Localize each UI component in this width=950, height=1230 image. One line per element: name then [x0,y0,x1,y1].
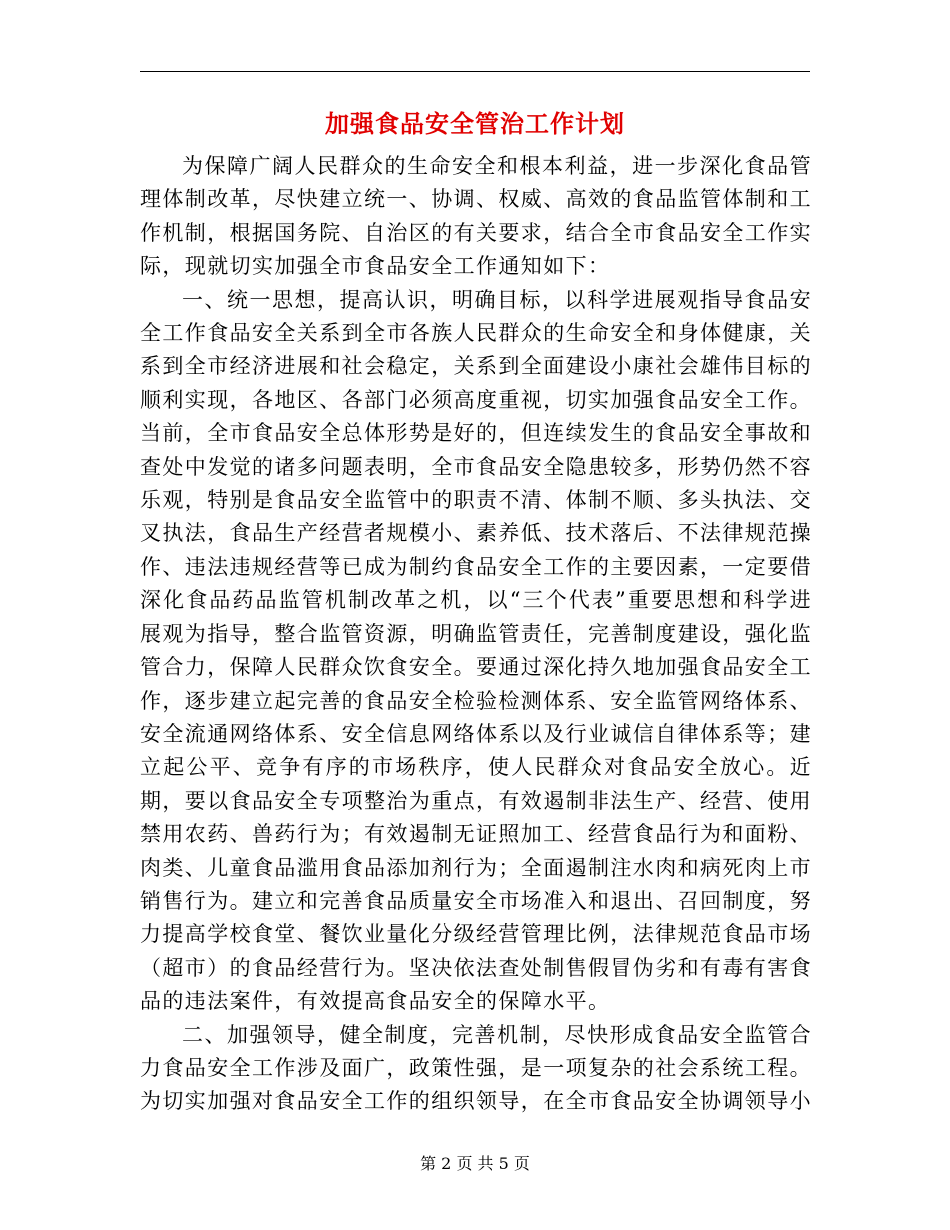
document-title: 加强食品安全管治工作计划 [325,109,625,138]
page-number: 第 2 页 共 5 页 [420,1154,530,1173]
paragraph-intro: 为保障广阔人民群众的生命安全和根本利益，进一步深化食品管理体制改革，尽快建立统一、协调、权威、高效的食品监管体制和工作机制，根据国务院、自治区的有关要求，结合全市食品安全工作实际，现就切实加强全市食品安全工作通知如下： [140,154,812,279]
paragraph-section-2: 二、加强领导，健全制度，完善机制，尽快形成食品安全监管合力食品安全工作涉及面广，政策性强，是一项复杂的社会系统工程。为切实加强对食品安全工作的组织领导，在全市食品安全协调领导小 [140,1022,812,1114]
paragraph-section-1: 一、统一思想，提高认识，明确目标，以科学进展观指导食品安全工作食品安全关系到全市各族人民群众的生命安全和身体健康，关系到全市经济进展和社会稳定，关系到全面建设小康社会雄伟目标的顺利实现，各地区、各部门必须高度重视，切实加强食品安全工作。当前，全市食品安全总体形势是好的，但连续发生的食品安全事故和查处中发觉的诸多问题表明，全市食品安全隐患较多，形势仍然不容乐观，特别是食品安全监管中的职责不清、体制不顺、多头执法、交叉执法，食品生产经营者规模小、素养低、技术落后、不法律规范操作、违法违规经营等已成为制约食品安全工作的主要因素，一定要借深化食品药品监管机制改革之机，以“三个代表”重要思想和科学进展观为指导，整合监管资源，明确监管责任，完善制度建设，强化监管合力，保障人民群众饮食安全。要通过深化持久地加强食品安全工作，逐步建立起完善的食品安全检验检测体系、安全监管网络体系、安全流通网络体系、安全信息网络体系以及行业诚信自律体系等；建立起公平、竞争有序的市场秩序，使人民群众对食品安全放心。近期，要以食品安全专项整治为重点，有效遏制非法生产、经营、使用禁用农药、兽药行为；有效遏制无证照加工、经营食品行为和面粉、肉类、儿童食品滥用食品添加剂行为；全面遏制注水肉和病死肉上市销售行为。建立和完善食品质量安全市场准入和退出、召回制度，努力提高学校食堂、餐饮业量化分级经营管理比例，法律规范食品市场（超市）的食品经营行为。坚决依法查处制售假冒伪劣和有毒有害食品的违法案件，有效提高食品安全的保障水平。 [140,287,812,1014]
document-body [140,150,812,1119]
header-rule [140,71,810,72]
